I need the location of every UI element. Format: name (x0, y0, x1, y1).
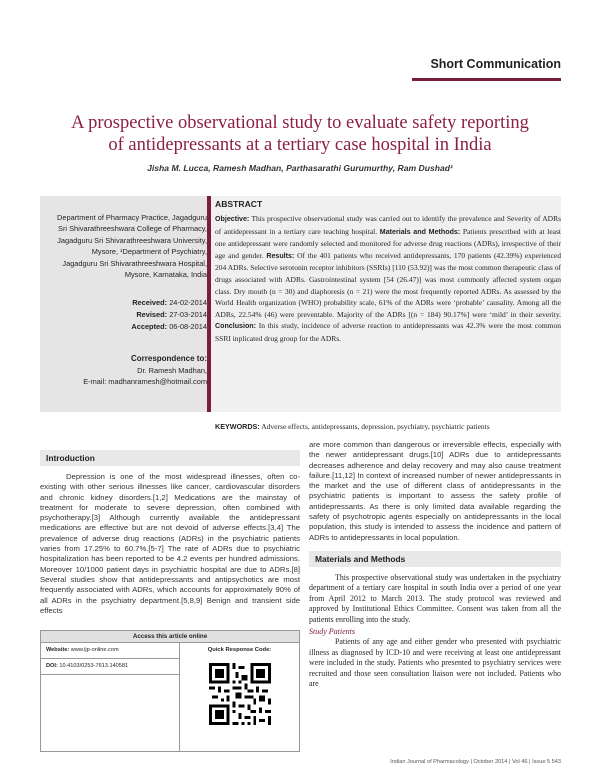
qr-label: Quick Response Code: (207, 647, 272, 653)
intro-heading: Introduction (40, 450, 300, 466)
accepted-date: Accepted: 06-08-2014 (131, 321, 207, 331)
article-dates (56, 297, 207, 332)
study-patients-paragraph: Patients of any age and either gender who presented with psychiatric illness as diagnosed by ICD-10 and were receiving at least one antidepressant were included in the study. Patients who presented to psychiatry services were recruited and those seen consultation liaison were not included. Patients who are (309, 637, 561, 689)
correspondence-name: Dr. Ramesh Madhan, (137, 365, 207, 375)
access-online-box (40, 630, 300, 752)
doi-row[interactable]: DOI: 10.4103/0253-7613.140581 (41, 659, 179, 675)
author-list: Jisha M. Lucca, Ramesh Madhan, Parthasarathi Gurumurthy, Ram Dushad¹ (147, 163, 453, 173)
intro-paragraph: Depression is one of the most widespread illnesses, often co-existing with other serious illnesses like cancer, cardiovascular disorders and chronic kidney disorders.[1,2] Medications are the mainstay of treatment for moderate to severe depression, often combined with psychotherapy.[3] Although currently available the antidepressant medications are effective but are not devoid of adverse effects.[3,4] The prevalence of adverse drug reactions (ADRs) in the psychiatric patients varies from 17.25% to 60.7%.[5-7] The rate of ADRs due to psychiatric hospitalization has been reported to be 4.2 events per hundred admissions. Moreover 10/1000 patient days in psychiatric hospital are due to ADRs.[8] Several studies show that antidepressants and antipsychotics are most frequently associated with ADRs, which accounts for approximately 90% of all ADRs in the psychiatry department.[5,8,9] Benign and transient side effects (40, 472, 300, 615)
section-label: Short Communication (430, 57, 561, 71)
article-title (40, 112, 560, 156)
affiliation: Department of Pharmacy Practice, Jagadguru Sri Shivarathreeshwara College of Pharmacy, Jagadguru Sri Shivarathreeshwara University, Mysore, ¹Department of Psychiatry, Jagadguru Sri Shivarathreeshwara Hospital, Mysore, Karnataka, India (57, 213, 207, 280)
keywords: KEYWORDS: Adverse effects, antidepressants, depression, psychiatry, psychiatric patients (215, 422, 490, 431)
methods-paragraph: This prospective observational study was undertaken in the psychiatry department of a tertiary care hospital in south India over a period of one year from April 2012 to March 2013. The study protocol was reviewed and approved by Institutional Ethics Committee. Consent was taken from all the patients enrolling into the study. (309, 572, 561, 624)
page-footer: Indian Journal of Pharmacology | October 2014 | Vol 46 | Issue 5 543 (390, 759, 561, 765)
header-rule (412, 78, 561, 81)
abstract-text: Objective: This prospective observational study was carried out to identify the prevalence and Severity of ADRs of antidepressant in a tertiary care teaching hospital. Materials and Methods: Patients prescribed with at least one antidepressant were randomly selected and monitored for adverse drug reactions (ADRs), irrespective of their age and gender. Results: Of the 401 patients who received antidepressants, 170 patients (42.39%) experienced 204 ADRs. Selective serotonin receptor inhibitors (SSRIs) [110 (53.92)] was the most common therapeutic class of drugs associated with ADRs. Gastrointestinal system [54 (26.47)] was most commonly affected system organ class. Dry mouth (n = 30) and diaphoresis (n = 21) were the most frequently reported ADRs. As assessed by the World Health organization (WHO) probability scale, 61% of the ADRs were ‘probable’ causality. Among all the ADRs, 22.54% (46) were preventable. Majority of the ADRs [(n = 184) 90.17%] were ‘mild’ in their severity. Conclusion: In this study, incidence of adverse reaction to antidepressants was 42.3% were the most common SSRI inplicated drug group for the ADRs. (215, 214, 562, 343)
received-date: Received: 24-02-2014 (132, 298, 207, 307)
qr-code-icon[interactable] (209, 663, 271, 725)
correspondence-email[interactable]: E-mail: madhanramesh@hotmail.com (83, 377, 207, 387)
left-column (40, 450, 300, 616)
qr-panel (179, 643, 299, 751)
title-line-2: of antidepressants at a tertiary case hospital in India (108, 135, 492, 155)
correspondence (56, 353, 207, 388)
title-line-1: A prospective observational study to evaluate safety reporting (71, 113, 529, 133)
website-row[interactable]: Website: www.ijp-online.com (41, 643, 179, 659)
right-column (309, 440, 561, 690)
access-heading: Access this article online (41, 631, 299, 643)
intro-paragraph-continued: are more common than dangerous or irreversible effects, especially with the newer antidepressant drugs.[10] ADRs due to antidepressants decreases adherence and delay recovery and may also cause treatment failure.[11,12] In context of increased number of newer antidepressants in the market and the use of different class of antidepressants in the psychiatric patients is important to assess the safety profile of antidepressants. As there is only limited data available regarding the safety of psychotropic agents especially on antidepressants in the local population, this study is intended to assess the incidence and pattern of ADRs to antidepressants in local population. (309, 440, 561, 542)
study-patients-heading: Study Patients (309, 627, 355, 637)
correspondence-heading: Correspondence to: (130, 354, 207, 363)
revised-date: Revised: 27-03-2014 (136, 309, 207, 319)
methods-heading: Materials and Methods (309, 551, 561, 567)
abstract-heading: ABSTRACT (215, 199, 263, 209)
